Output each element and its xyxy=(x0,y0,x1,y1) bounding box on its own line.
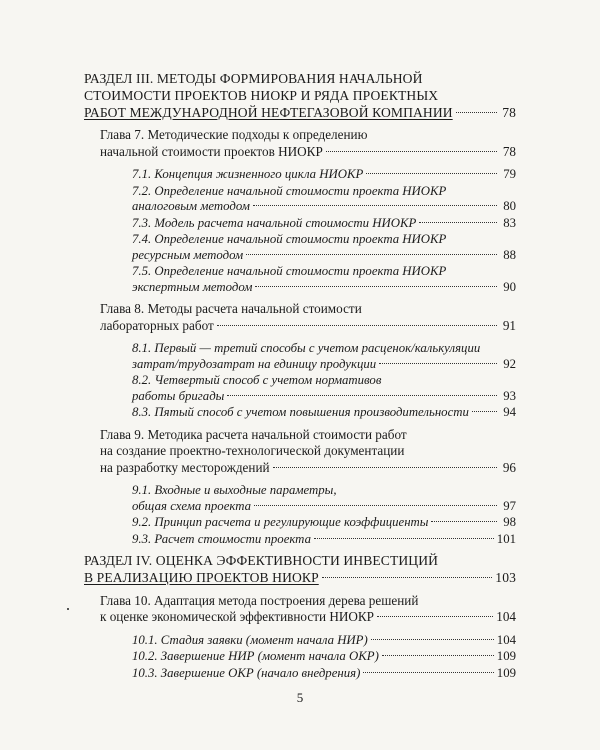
leader-dots xyxy=(273,467,497,468)
leader-dots xyxy=(382,655,494,656)
toc-sub-7-5[interactable] xyxy=(84,264,516,295)
leader-dots xyxy=(472,411,497,412)
chapter-title-line: Глава 9. Методика расчета начальной стоимости работ xyxy=(100,426,407,442)
toc-chapter-10[interactable] xyxy=(84,593,516,626)
table-of-contents xyxy=(84,71,516,681)
sub-title-line: 10.3. Завершение ОКР (начало внедрения) xyxy=(132,665,361,680)
sub-title-line: аналоговым методом xyxy=(132,199,250,214)
sub-title-line: 8.3. Пятый способ с учетом повышения производительности xyxy=(132,405,469,420)
sub-title-line: 8.2. Четвертый способ с учетом нормативов xyxy=(132,373,382,388)
sub-title-line: 7.2. Определение начальной стоимости проекта НИОКР xyxy=(132,183,447,198)
toc-section-4[interactable] xyxy=(84,553,516,587)
page-ref: 109 xyxy=(496,665,516,680)
leader-dots xyxy=(379,363,497,364)
section-title-line: СТОИМОСТИ ПРОЕКТОВ НИОКР И РЯДА ПРОЕКТНЫХ xyxy=(84,87,439,103)
sub-title-line: 10.2. Завершение НИР (момент начала ОКР) xyxy=(132,649,379,664)
sub-title-line: 7.1. Концепция жизненного цикла НИОКР xyxy=(132,167,364,182)
toc-chapter-9[interactable] xyxy=(84,427,516,477)
page-ref: 104 xyxy=(496,609,516,625)
section-title-line: РАБОТ МЕЖДУНАРОДНОЙ НЕФТЕГАЗОВОЙ КОМПАНИИ xyxy=(84,104,453,120)
toc-chapter-7[interactable] xyxy=(84,127,516,160)
toc-sub-10-1[interactable] xyxy=(84,633,516,649)
leader-dots xyxy=(227,395,497,396)
page-ref: 96 xyxy=(502,459,516,475)
page-ref: 109 xyxy=(496,649,516,664)
page-ref: 93 xyxy=(503,388,516,403)
page-ref: 91 xyxy=(502,317,516,333)
toc-sub-8-1[interactable] xyxy=(84,341,516,372)
leader-dots xyxy=(456,112,497,113)
chapter-title-line: Глава 10. Адаптация метода построения дерева решений xyxy=(100,592,419,608)
leader-dots xyxy=(419,222,497,223)
page-ref: 104 xyxy=(496,632,516,647)
leader-dots xyxy=(326,151,497,152)
page-ref: 94 xyxy=(503,405,516,420)
leader-dots xyxy=(363,672,493,673)
toc-section-3[interactable] xyxy=(84,71,516,121)
sub-title-line: общая схема проекта xyxy=(132,498,251,513)
sub-title-line: ресурсным методом xyxy=(132,247,244,262)
page-ref: 90 xyxy=(503,279,516,294)
chapter-title-line: Глава 7. Методические подходы к определению xyxy=(100,127,368,143)
sub-title-line: 7.3. Модель расчета начальной стоимости НИОКР xyxy=(132,215,417,230)
sub-title-line: затрат/трудозатрат на единицу продукции xyxy=(132,356,377,371)
page-ref: 97 xyxy=(503,498,516,513)
page-ref: 78 xyxy=(502,104,516,120)
chapter-title-line: к оценке экономической эффективности НИОКР xyxy=(100,609,375,625)
toc-sub-10-3[interactable] xyxy=(84,666,516,682)
toc-sub-10-2[interactable] xyxy=(84,649,516,665)
toc-sub-7-4[interactable] xyxy=(84,232,516,263)
toc-sub-9-2[interactable] xyxy=(84,515,516,531)
leader-dots xyxy=(254,505,497,506)
leader-dots xyxy=(246,254,497,255)
section-title-line: РАЗДЕЛ III. МЕТОДЫ ФОРМИРОВАНИЯ НАЧАЛЬНОЙ xyxy=(84,71,423,86)
leader-dots xyxy=(253,205,497,206)
toc-sub-7-3[interactable] xyxy=(84,216,516,232)
chapter-title-line: начальной стоимости проектов НИОКР xyxy=(100,143,323,159)
leader-dots xyxy=(371,639,494,640)
page-ref: 88 xyxy=(503,247,516,262)
leader-dots xyxy=(217,325,497,326)
page-ref: 83 xyxy=(503,215,516,230)
toc-sub-7-2[interactable] xyxy=(84,184,516,215)
page-ref: 101 xyxy=(496,531,516,546)
leader-dots xyxy=(322,577,493,578)
sub-title-line: экспертным методом xyxy=(132,279,253,294)
leader-dots xyxy=(366,173,497,174)
page-ref: 92 xyxy=(503,356,516,371)
chapter-title-line: лабораторных работ xyxy=(100,317,214,333)
toc-sub-7-1[interactable] xyxy=(84,167,516,183)
page-ref: 78 xyxy=(502,143,516,159)
sub-title-line: 9.3. Расчет стоимости проекта xyxy=(132,531,311,546)
toc-sub-8-3[interactable] xyxy=(84,405,516,421)
chapter-title-line: Глава 8. Методы расчета начальной стоимости xyxy=(100,301,362,317)
chapter-title-line: на разработку месторождений xyxy=(100,459,270,475)
sub-title-line: 8.1. Первый — третий способы с учетом расценок/калькуляции xyxy=(132,341,481,356)
page-number: 5 xyxy=(296,690,304,705)
chapter-title-line: на создание проектно-технологической документации xyxy=(100,443,405,459)
sub-title-line: 10.1. Стадия заявки (момент начала НИР) xyxy=(132,632,368,647)
toc-sub-8-2[interactable] xyxy=(84,373,516,404)
section-title-line: РАЗДЕЛ IV. ОЦЕНКА ЭФФЕКТИВНОСТИ ИНВЕСТИЦИЙ xyxy=(84,553,439,569)
leader-dots xyxy=(377,616,493,617)
toc-sub-9-1[interactable] xyxy=(84,483,516,514)
scan-speck xyxy=(67,608,69,610)
page-ref: 103 xyxy=(495,570,516,586)
page-ref: 98 xyxy=(503,515,516,530)
sub-title-line: работы бригады xyxy=(132,388,225,403)
sub-title-line: 9.1. Входные и выходные параметры, xyxy=(132,483,337,498)
sub-title-line: 7.5. Определение начальной стоимости проекта НИОКР xyxy=(132,264,447,279)
page-ref: 79 xyxy=(503,167,516,182)
toc-chapter-8[interactable] xyxy=(84,301,516,334)
sub-title-line: 7.4. Определение начальной стоимости проекта НИОКР xyxy=(132,232,447,247)
leader-dots xyxy=(255,286,497,287)
leader-dots xyxy=(314,538,494,539)
page-ref: 80 xyxy=(503,199,516,214)
toc-sub-9-3[interactable] xyxy=(84,532,516,548)
sub-title-line: 9.2. Принцип расчета и регулирующие коэффициенты xyxy=(132,515,429,530)
leader-dots xyxy=(431,521,497,522)
section-title-line: В РЕАЛИЗАЦИЮ ПРОЕКТОВ НИОКР xyxy=(84,570,319,586)
